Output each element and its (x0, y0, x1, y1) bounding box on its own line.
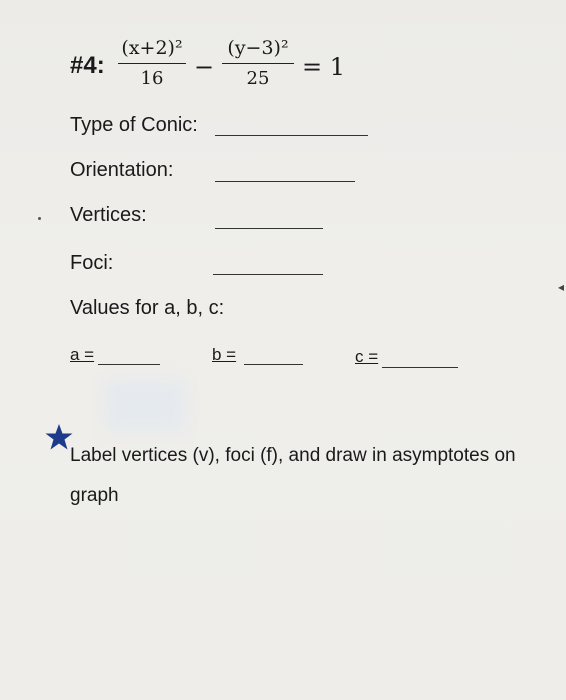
a-label: a = (70, 345, 95, 364)
orientation-blank[interactable] (215, 181, 355, 182)
vertices-label: Vertices: (70, 204, 147, 226)
fraction-x-numerator: (x+2)² (121, 37, 183, 59)
c-label: c = (355, 347, 379, 366)
fraction-x-bar (118, 63, 186, 64)
b-label: b = (212, 345, 237, 364)
fraction-y-term (222, 36, 294, 90)
fraction-y-bar (222, 63, 294, 64)
type-of-conic-blank[interactable] (215, 135, 368, 136)
problem-number: #4: (70, 52, 105, 79)
fraction-x-term (118, 36, 186, 90)
foci-blank[interactable] (213, 274, 323, 275)
instructions-text: Label vertices (v), foci (f), and draw in asymptotes on graph (70, 445, 516, 506)
fraction-y-denominator: 25 (246, 68, 270, 89)
values-for-abc-label: Values for a, b, c: (70, 297, 225, 319)
fraction-x-denominator: 16 (140, 68, 164, 89)
type-of-conic-label: Type of Conic: (70, 114, 198, 136)
left-arrow-icon: ◂ (557, 280, 564, 294)
vertices-blank[interactable] (215, 228, 323, 229)
b-blank[interactable] (244, 364, 303, 365)
fraction-y-numerator: (y−3)² (227, 37, 289, 59)
paper-smudge (105, 380, 185, 430)
minus-sign: − (194, 53, 215, 81)
foci-label: Foci: (70, 252, 114, 274)
c-blank[interactable] (382, 367, 458, 368)
a-blank[interactable] (98, 364, 160, 365)
stray-dot (38, 217, 41, 220)
equals-one: = 1 (302, 53, 346, 81)
orientation-label: Orientation: (70, 159, 174, 181)
